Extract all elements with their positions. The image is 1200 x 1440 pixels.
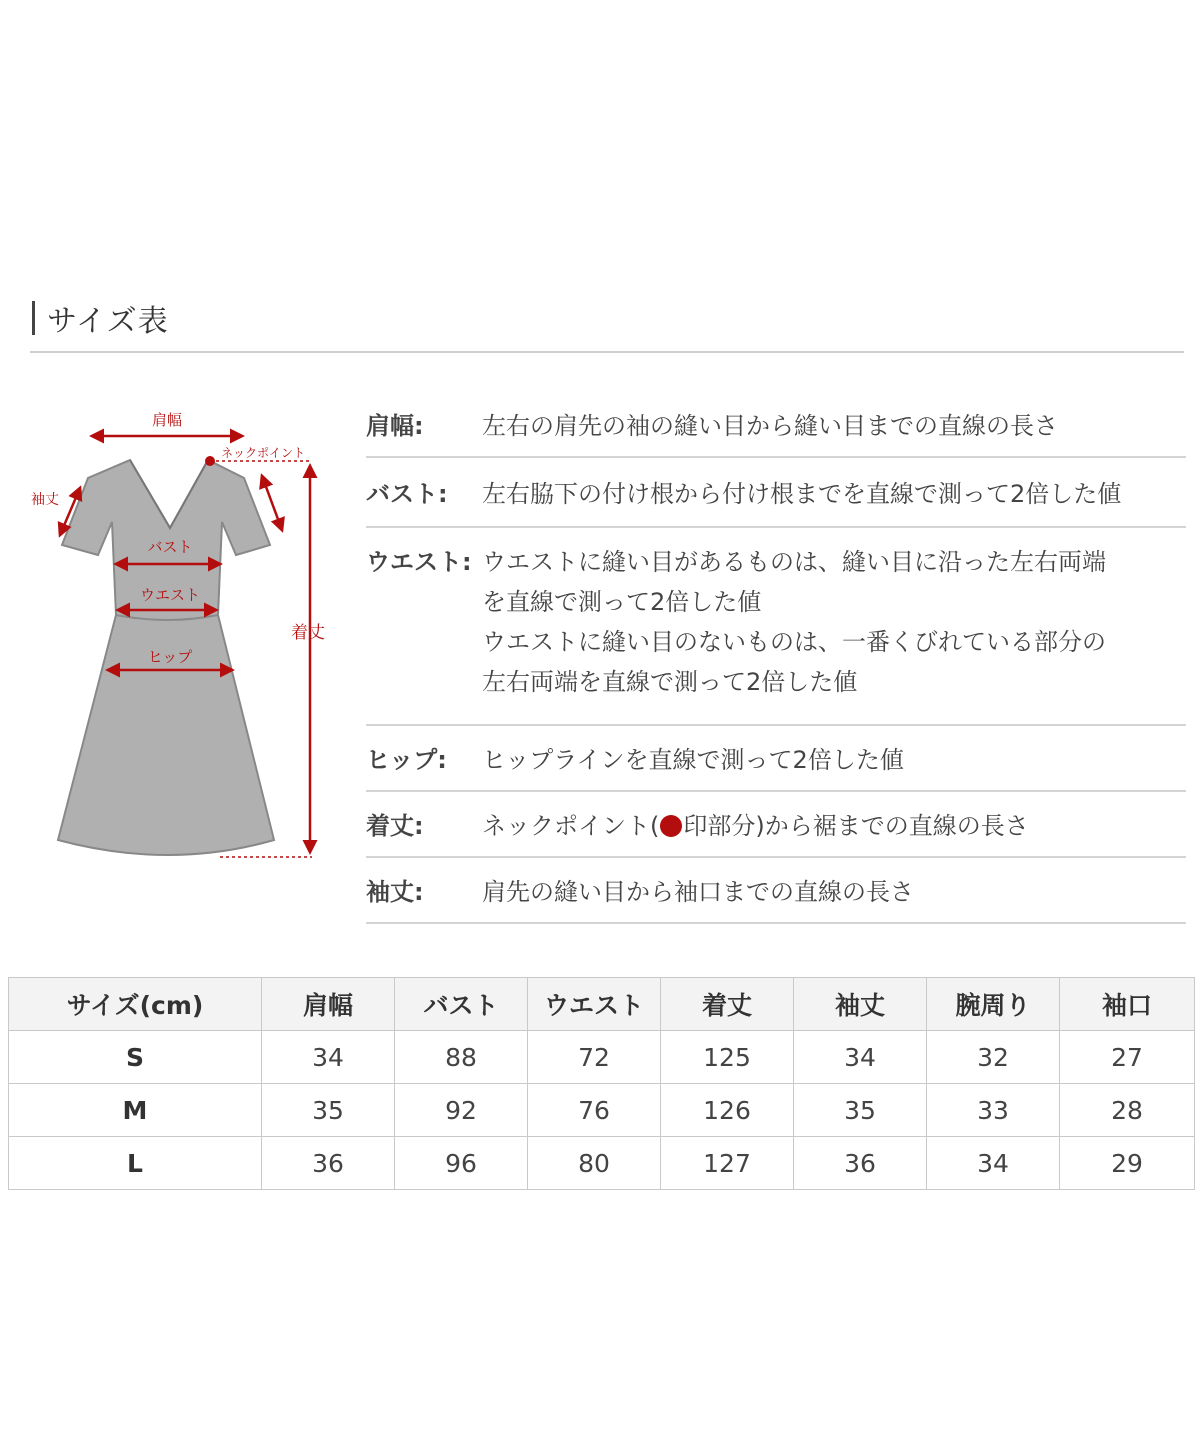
definition-row-hip bbox=[366, 726, 1186, 792]
table-cell: 34 bbox=[927, 1137, 1060, 1190]
table-cell: 72 bbox=[528, 1031, 661, 1084]
table-cell: 36 bbox=[794, 1137, 927, 1190]
table-cell: 33 bbox=[927, 1084, 1060, 1137]
definition-term: 肩幅: bbox=[366, 412, 424, 440]
definition-row-waist bbox=[366, 528, 1186, 726]
shoulder-label: 肩幅 bbox=[151, 411, 183, 429]
column-header: バスト bbox=[395, 978, 528, 1031]
table-cell: 36 bbox=[262, 1137, 395, 1190]
definition-line: ウエストに縫い目があるものは、縫い目に沿った左右両端 bbox=[482, 548, 1106, 576]
definition-line: 左右両端を直線で測って2倍した値 bbox=[482, 668, 858, 696]
definition-term: ウエスト: bbox=[366, 548, 472, 576]
definition-row-bust bbox=[366, 458, 1186, 528]
table-row bbox=[9, 1084, 1195, 1137]
table-cell: 32 bbox=[927, 1031, 1060, 1084]
table-cell: 92 bbox=[395, 1084, 528, 1137]
definition-line: を直線で測って2倍した値 bbox=[482, 588, 762, 616]
length-label: 着丈 bbox=[291, 623, 325, 643]
table-cell: 126 bbox=[661, 1084, 794, 1137]
size-table bbox=[8, 977, 1195, 1190]
definition-text-before: ネックポイント( bbox=[482, 812, 660, 840]
definition-term: 袖丈: bbox=[366, 878, 424, 906]
heading-accent-bar bbox=[32, 301, 35, 335]
table-row bbox=[9, 1031, 1195, 1084]
red-dot-icon bbox=[660, 815, 682, 837]
table-cell: 127 bbox=[661, 1137, 794, 1190]
neckpoint-label: ネックポイント bbox=[220, 446, 306, 460]
definition-description: ヒップラインを直線で測って2倍した値 bbox=[482, 746, 904, 774]
column-header: 肩幅 bbox=[262, 978, 395, 1031]
definition-term: 着丈: bbox=[366, 812, 424, 840]
definition-description: 肩先の縫い目から袖口までの直線の長さ bbox=[482, 878, 914, 906]
table-cell: 96 bbox=[395, 1137, 528, 1190]
sleeve-label: 袖丈 bbox=[31, 492, 59, 508]
definition-row-sleeve bbox=[366, 858, 1186, 924]
definition-term: ヒップ: bbox=[366, 746, 447, 774]
column-header: サイズ(cm) bbox=[9, 978, 262, 1031]
table-cell: 76 bbox=[528, 1084, 661, 1137]
column-header: 着丈 bbox=[661, 978, 794, 1031]
table-row bbox=[9, 1137, 1195, 1190]
sleeve-arrow-right bbox=[262, 476, 282, 530]
table-cell: 27 bbox=[1060, 1031, 1195, 1084]
waist-label: ウエスト bbox=[139, 586, 201, 604]
table-header-row bbox=[9, 978, 1195, 1031]
table-cell: 34 bbox=[794, 1031, 927, 1084]
definition-description: 左右脇下の付け根から付け根までを直線で測って2倍した値 bbox=[482, 480, 1122, 508]
neck-point-dot bbox=[205, 456, 215, 466]
column-header: 腕周り bbox=[927, 978, 1060, 1031]
column-header: 袖口 bbox=[1060, 978, 1195, 1031]
size-label-cell: M bbox=[9, 1084, 262, 1137]
table-cell: 28 bbox=[1060, 1084, 1195, 1137]
section-heading bbox=[32, 298, 169, 338]
dress-measurement-diagram bbox=[20, 400, 340, 880]
definition-text-after: 印部分)から裾までの直線の長さ bbox=[683, 812, 1029, 840]
hip-label: ヒップ bbox=[147, 648, 193, 666]
bust-label: バスト bbox=[147, 538, 193, 556]
definition-term: バスト: bbox=[366, 480, 448, 508]
definition-description bbox=[482, 806, 1029, 856]
table-cell: 29 bbox=[1060, 1137, 1195, 1190]
definition-description: 左右の肩先の袖の縫い目から縫い目までの直線の長さ bbox=[482, 412, 1058, 440]
table-cell: 35 bbox=[794, 1084, 927, 1137]
table-cell: 80 bbox=[528, 1137, 661, 1190]
heading-divider bbox=[30, 351, 1184, 353]
page-title: サイズ表 bbox=[47, 304, 169, 339]
size-label-cell: L bbox=[9, 1137, 262, 1190]
definition-row-length bbox=[366, 792, 1186, 858]
table-cell: 125 bbox=[661, 1031, 794, 1084]
table-cell: 88 bbox=[395, 1031, 528, 1084]
definition-description bbox=[482, 542, 1106, 724]
measurement-definitions bbox=[366, 392, 1186, 924]
column-header: 袖丈 bbox=[794, 978, 927, 1031]
definition-row-shoulder bbox=[366, 392, 1186, 458]
size-label-cell: S bbox=[9, 1031, 262, 1084]
column-header: ウエスト bbox=[528, 978, 661, 1031]
table-cell: 34 bbox=[262, 1031, 395, 1084]
definition-line: ウエストに縫い目のないものは、一番くびれている部分の bbox=[482, 628, 1106, 656]
table-cell: 35 bbox=[262, 1084, 395, 1137]
